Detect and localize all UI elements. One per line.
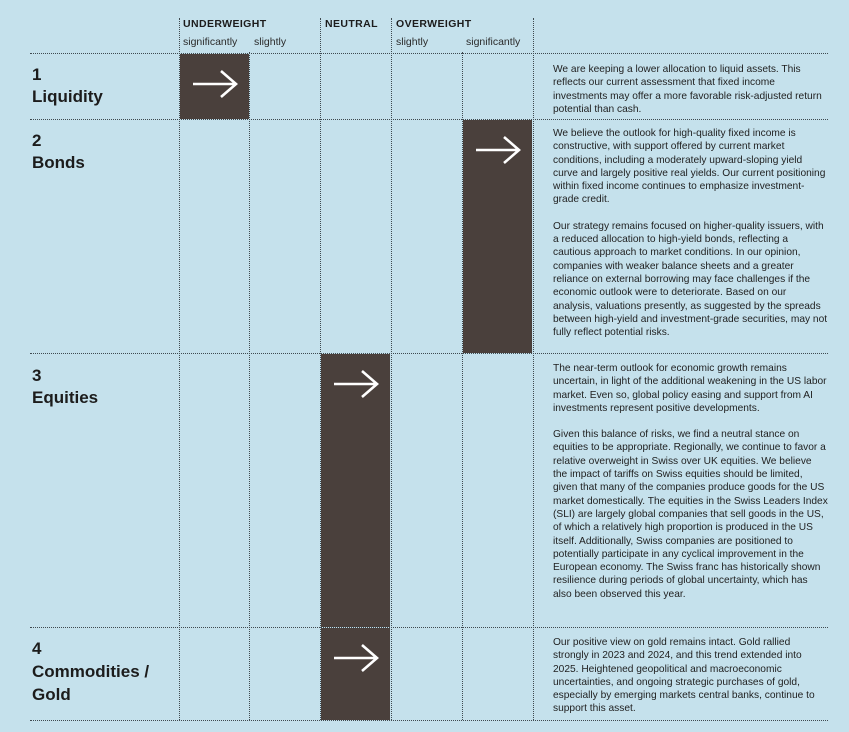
header-sub-slightly-under: slightly <box>254 36 287 48</box>
row-divider <box>30 353 828 354</box>
row-description <box>553 362 828 601</box>
category-name: Gold <box>32 685 71 704</box>
category-name: Liquidity <box>32 87 103 106</box>
row-divider <box>30 720 828 721</box>
row-divider <box>30 627 828 628</box>
description-paragraph: The near-term outlook for economic growth remains uncertain, in light of the additional weakening in the US labor market. Even so, global policy easing and support from AI investments represent positive developments. <box>553 363 827 414</box>
row-description <box>553 127 828 339</box>
header-sub-significantly-under: significantly <box>183 36 238 48</box>
position-indicator <box>180 54 249 119</box>
position-indicator <box>463 120 532 353</box>
header-neutral: NEUTRAL <box>325 18 378 30</box>
row-number: 1 <box>32 65 42 84</box>
category-name: Commodities / <box>32 662 150 681</box>
description-paragraph: Our positive view on gold remains intact. Gold rallied strongly in 2023 and 2024, and this trend extended into 2025. Heightened geopolitical and macroeconomic uncertainties, and ongoing strategic purchases of gold, especially by emerging markets central banks, continue to support this asset. <box>553 637 815 715</box>
description-paragraph: We are keeping a lower allocation to liquid assets. This reflects our current assessment that fixed income investments may offer a more favorable risk-adjusted return potential than cash. <box>553 64 822 115</box>
row-divider <box>30 53 828 54</box>
right-arrow-icon <box>332 643 380 673</box>
header-sub-significantly-over: significantly <box>466 36 521 48</box>
description-paragraph: We believe the outlook for high-quality fixed income is constructive, with support offered by current market conditions, including a moderately upward-sloping yield curve and largely positive real yields. Our current positioning within fixed income continues to emphasize investment-grade credit. <box>553 128 826 206</box>
position-indicator <box>321 354 390 627</box>
right-arrow-icon <box>332 369 380 399</box>
row-description <box>553 636 828 716</box>
right-arrow-icon <box>191 69 239 99</box>
description-paragraph: Given this balance of risks, we find a neutral stance on equities to be appropriate. Regionally, we continue to favor a relative overweight in Swiss over UK equities. We believe the impact of tariffs on Swiss equities should be limited, given that many of the companies produce goods for the US market domestically. The equities in the Swiss Leaders Index (SLI) are largely global companies that sell goods in the US, of which a relatively high proportion is produced in the US itself. Additionally, Swiss companies are positioned to potentially participate in any cyclical improvement in the European economy. The Swiss franc has historically shown resilience during periods of global uncertainty, which has also been observed this year. <box>553 429 828 600</box>
position-indicator <box>321 628 390 720</box>
right-arrow-icon <box>474 135 522 165</box>
description-paragraph: Our strategy remains focused on higher-quality issuers, with a reduced allocation to high-yield bonds, reflecting a cautious approach to market conditions. In our opinion, companies with weaker balance sheets and a greater reliance on external borrowing may face challenges if the economic outlook were to deteriorate. Based on our analysis, valuations presently, as suggested by the spreads between high-yield and investment-grade securities, may not fully reflect potential risks. <box>553 220 828 339</box>
row-number: 4 <box>32 639 42 658</box>
category-name: Equities <box>32 388 99 407</box>
column-divider <box>249 52 250 720</box>
column-divider <box>179 18 180 720</box>
header-underweight: UNDERWEIGHT <box>183 18 267 30</box>
row-number: 2 <box>32 131 42 150</box>
row-divider <box>30 119 828 120</box>
header-overweight: OVERWEIGHT <box>396 18 472 30</box>
column-divider <box>533 18 534 720</box>
column-divider <box>391 18 392 720</box>
row-description <box>553 63 828 116</box>
category-name: Bonds <box>32 153 85 172</box>
row-number: 3 <box>32 366 42 385</box>
header-sub-slightly-over: slightly <box>396 36 429 48</box>
